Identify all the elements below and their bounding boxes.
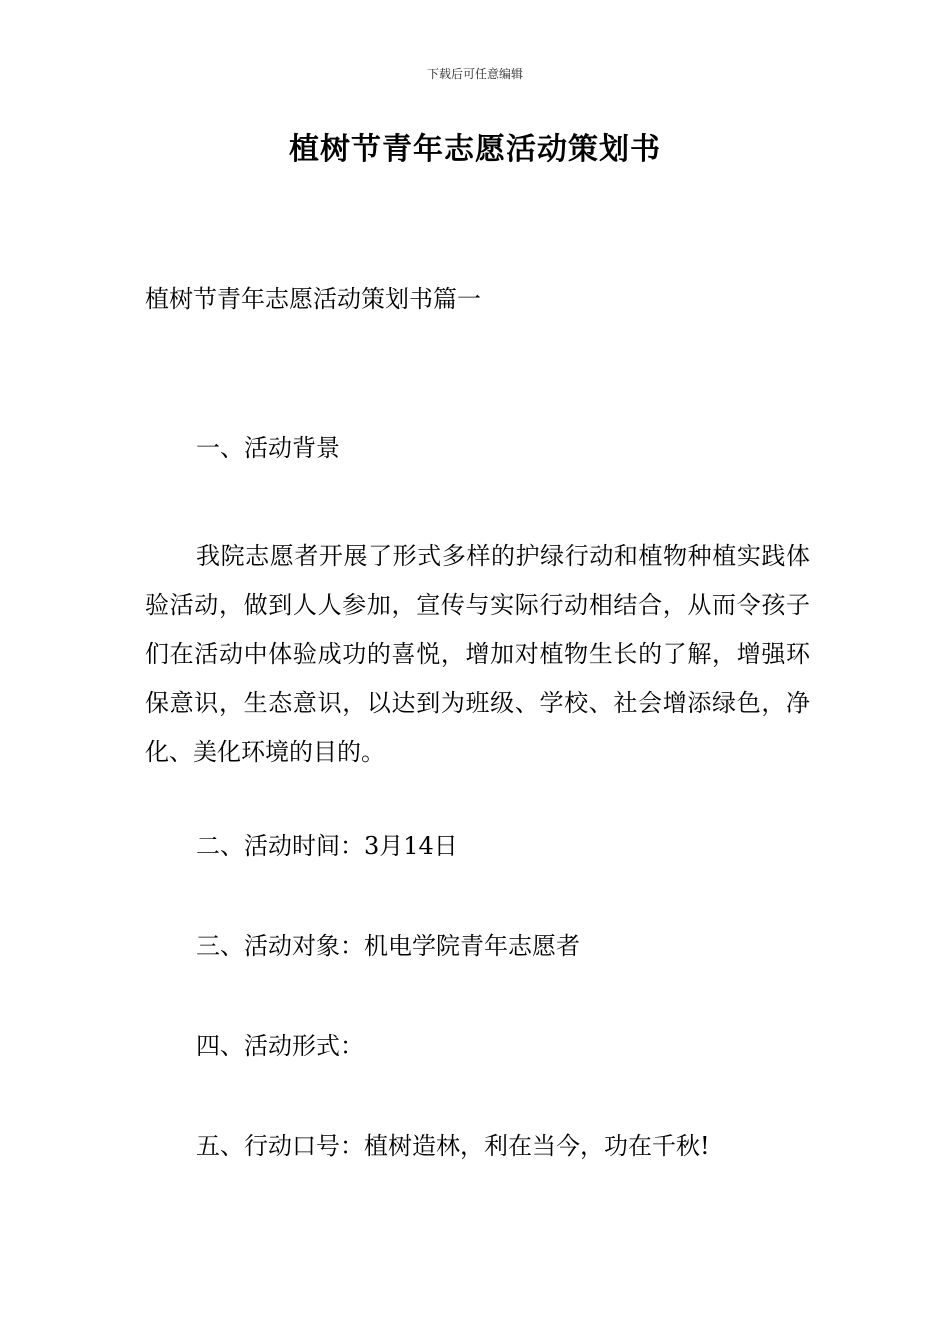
section-time: 二、活动时间：3月14日 [196,832,458,860]
document-subtitle: 植树节青年志愿活动策划书篇一 [145,285,481,313]
section-target: 三、活动对象：机电学院青年志愿者 [196,932,580,960]
section-heading-background: 一、活动背景 [196,434,340,462]
section-slogan: 五、行动口号：植树造林，利在当今，功在千秋! [196,1132,710,1160]
document-title: 植树节青年志愿活动策划书 [289,132,661,167]
section-form: 四、活动形式： [196,1032,364,1060]
header-note: 下载后可任意编辑 [426,67,523,81]
background-paragraph: 我院志愿者开展了形式多样的护绿行动和植物种植实践体验活动，做到人人参加，宣传与实际行动相结合，从而令孩子们在活动中体验成功的喜悦，增加对植物生长的了解，增强环保意识，生态意识，以达到为班级、学校、社会增添绿色，净化、美化环境的目的。 [145,542,810,766]
